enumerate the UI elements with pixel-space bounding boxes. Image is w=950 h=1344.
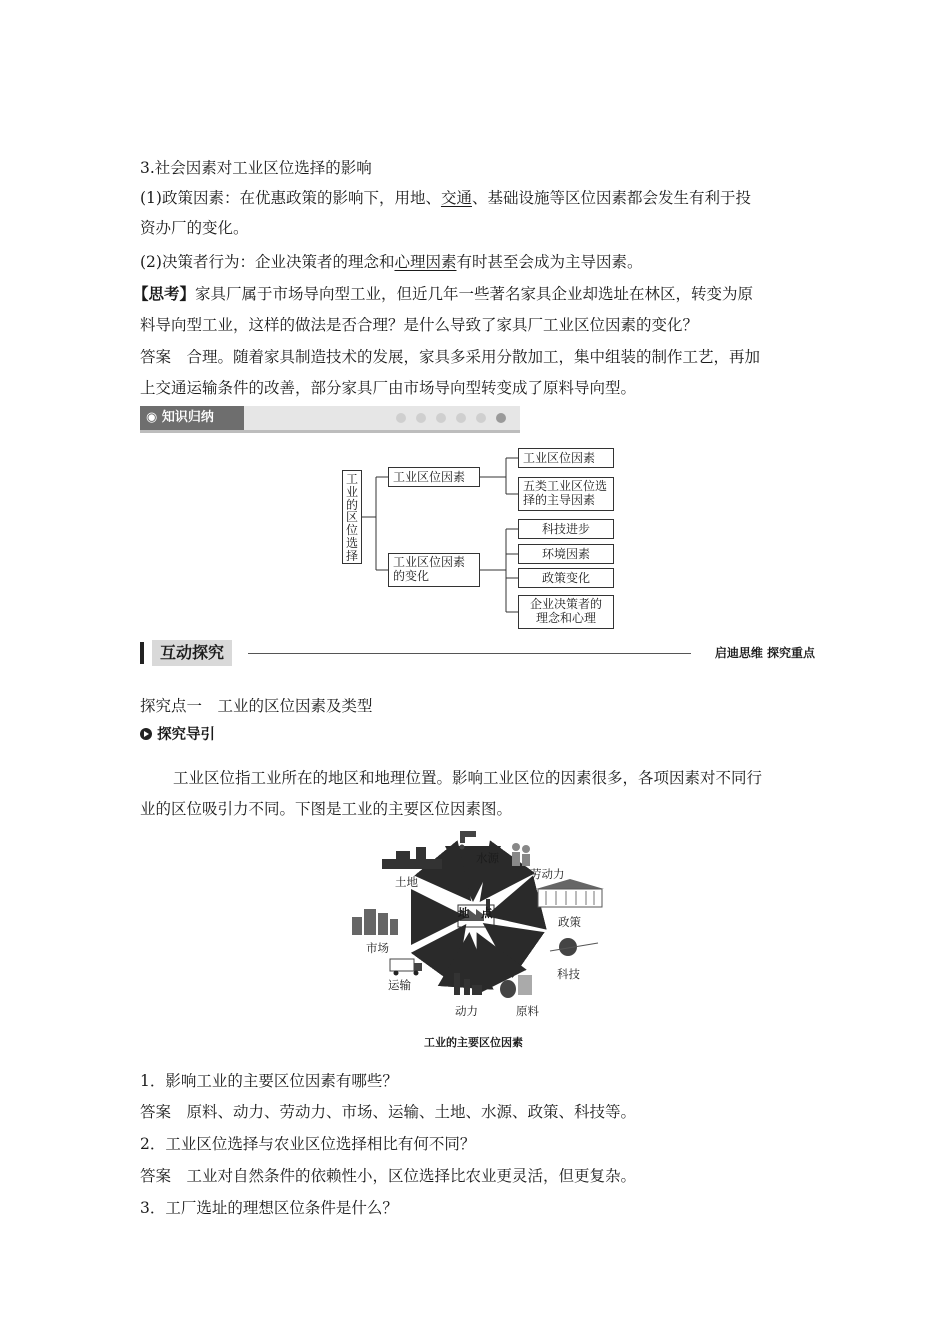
- figure-label-policy: 政策: [558, 915, 581, 929]
- answer-q1: 答案 原料、动力、劳动力、市场、运输、土地、水源、政策、科技等。: [140, 1103, 637, 1121]
- policy-underlined-term: 交通: [440, 189, 472, 207]
- figure-center-label: 地 点: [458, 906, 493, 920]
- policy-text-b: 、基础设施等区位因素都会发生有利于投: [471, 189, 751, 207]
- globe-icon: [550, 938, 598, 956]
- mindmap-node-environment: 环境因素: [518, 544, 614, 564]
- think-tag: 【思考】: [133, 284, 196, 303]
- section-3-title: 3.社会因素对工业区位选择的影响: [140, 159, 372, 177]
- inquiry-point-1: 探究点一 工业的区位因素及类型: [140, 697, 373, 715]
- decision-underlined-term: 心理因素: [394, 253, 457, 271]
- policy-text-a: (1)政策因素：在优惠政策的影响下，用地、: [140, 189, 441, 207]
- question-2: 2．工业区位选择与农业区位选择相比有何不同？: [140, 1135, 476, 1153]
- mindmap-branch-factors: 工业区位因素: [388, 467, 480, 487]
- intro-line-2: 业的区位吸引力不同。下图是工业的主要区位因素图。: [140, 800, 513, 818]
- market-icon: [352, 909, 398, 935]
- interactive-inquiry-header: [140, 640, 815, 666]
- answer-1-line-2: 上交通运输条件的改善，部分家具厂由市场导向型转变成了原料导向型。: [140, 379, 637, 397]
- policy-factor-line-2: 资办厂的变化。: [140, 219, 249, 237]
- decision-text-a: (2)决策者行为：企业决策者的理念和: [140, 253, 395, 271]
- play-icon: [140, 728, 152, 740]
- figure-label-material: 原料: [516, 1004, 539, 1018]
- figure-label-transport: 运输: [388, 978, 411, 992]
- mindmap-branch-changes: 工业区位因素 的变化: [388, 553, 480, 587]
- figure-label-market: 市场: [366, 941, 389, 955]
- water-tap-icon: [460, 831, 477, 850]
- mindmap-node-decision: 企业决策者的 理念和心理: [518, 595, 614, 629]
- intro-line-1: 工业区位指工业所在的地区和地理位置。影响工业区位的因素很多，各项因素对不同行: [173, 769, 763, 787]
- think-line-2: 料导向型工业，这样的做法是否合理？是什么导致了家具厂工业区位因素的变化？: [140, 316, 699, 334]
- question-1: 1．影响工业的主要区位因素有哪些？: [140, 1072, 398, 1090]
- truck-icon: [390, 959, 422, 976]
- policy-building-icon: [536, 879, 604, 907]
- land-icon: [382, 847, 442, 869]
- mindmap-node-policy: 政策变化: [518, 568, 614, 588]
- figure-caption: 工业的主要区位因素: [424, 1036, 523, 1049]
- figure-label-labor: 劳动力: [530, 867, 565, 881]
- labor-icon: [512, 843, 530, 866]
- material-icon: [500, 975, 532, 998]
- inquiry-guide-heading: 探究导引: [140, 723, 215, 744]
- mindmap-node-factors: 工业区位因素: [518, 448, 614, 468]
- section-subtitle: 启迪思维 探究重点: [714, 646, 815, 660]
- figure-label-tech: 科技: [557, 967, 580, 981]
- decision-text-b: 有时甚至会成为主导因素。: [456, 253, 643, 271]
- figure-label-power: 动力: [455, 1004, 478, 1018]
- mindmap-node-five-types: 五类工业区位选 择的主导因素: [518, 477, 614, 511]
- section-title: 互动探究: [152, 640, 232, 666]
- banner-label: ◉ 知识归纳: [140, 406, 244, 430]
- figure-label-land: 土地: [395, 875, 418, 889]
- figure-label-water: 水源: [476, 851, 499, 865]
- mindmap-root: 工 业 的 区 位 选 择: [342, 470, 362, 564]
- answer-1-line-1: 答案 合理。随着家具制造技术的发展，家具多采用分散加工，集中组装的制作工艺，再加: [140, 348, 761, 366]
- question-3: 3．工厂选址的理想区位条件是什么？: [140, 1199, 398, 1217]
- think-text-1: 家具厂属于市场导向型工业，但近几年一些著名家具企业却选址在林区，转变为原: [195, 285, 754, 303]
- answer-q2: 答案 工业对自然条件的依赖性小，区位选择比农业更灵活，但更复杂。: [140, 1167, 637, 1185]
- mindmap-node-tech: 科技进步: [518, 519, 614, 539]
